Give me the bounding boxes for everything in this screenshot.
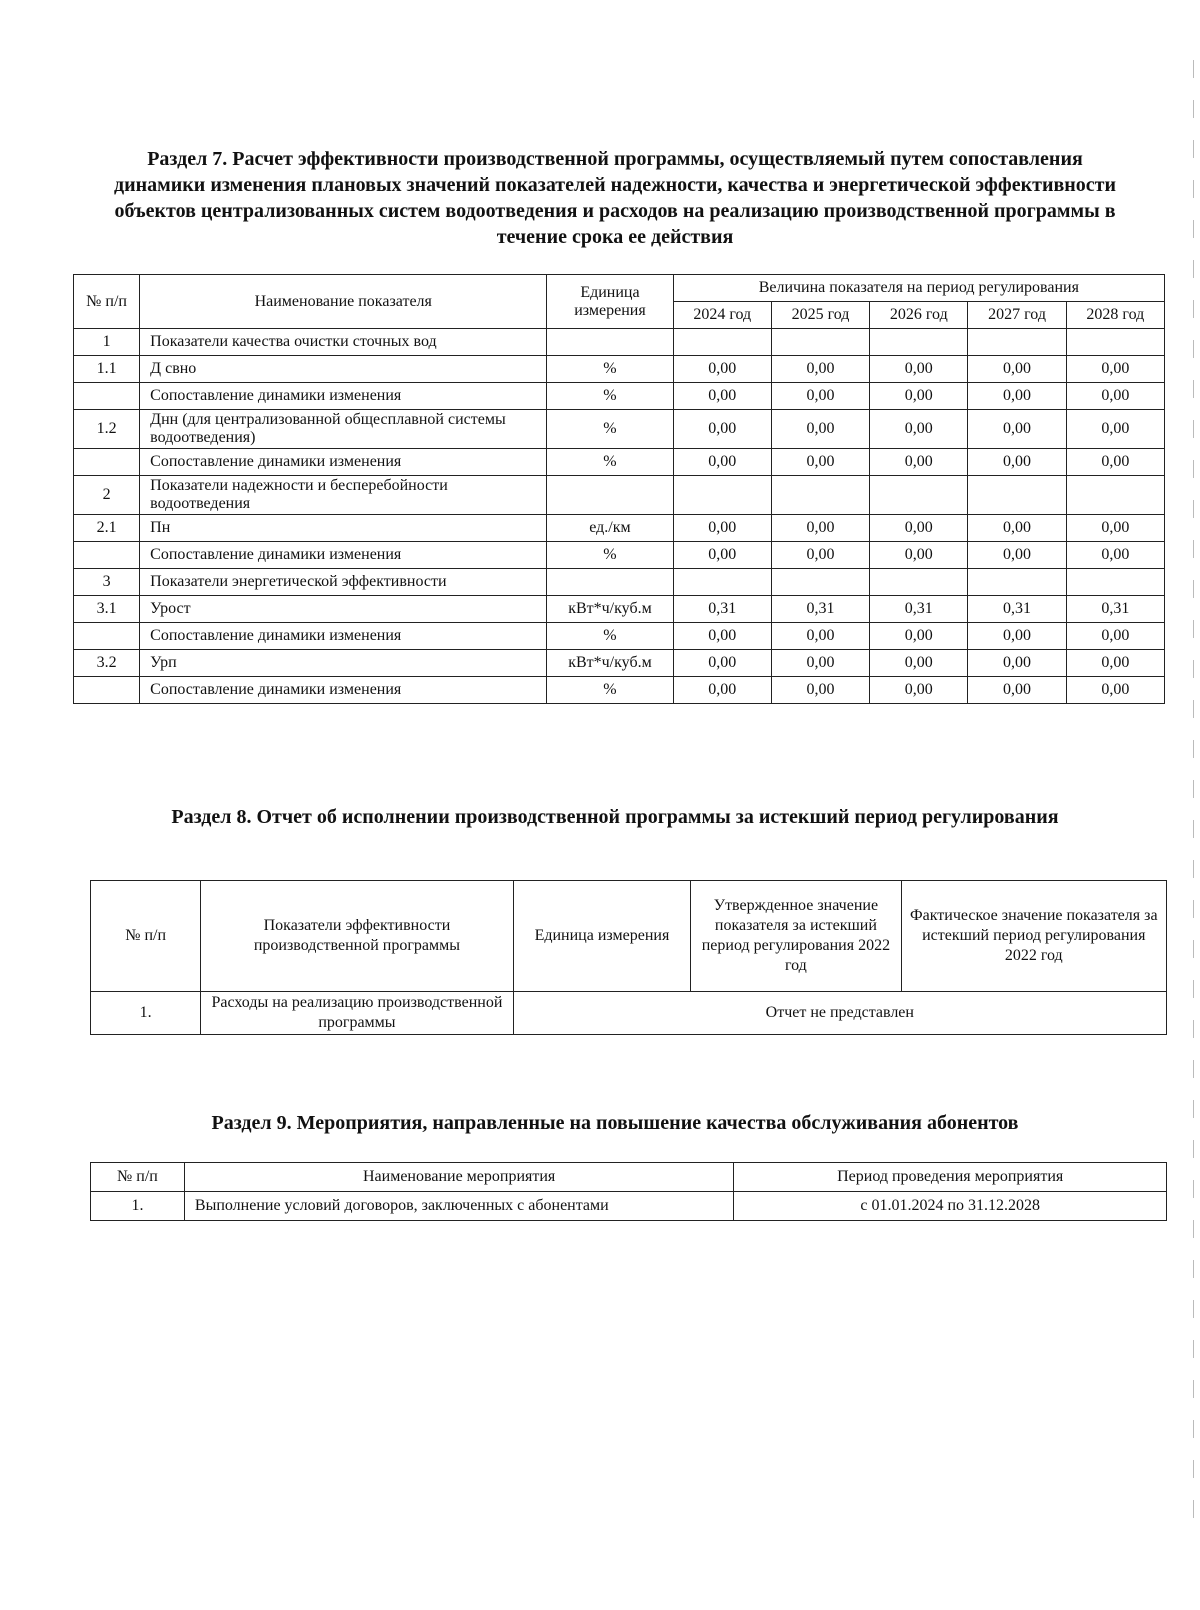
- row-value: 0,31: [968, 596, 1066, 623]
- row-value: 0,00: [673, 410, 771, 449]
- row-value: 0,31: [771, 596, 869, 623]
- row-unit: %: [547, 410, 673, 449]
- row-num: 1: [74, 329, 140, 356]
- row-name: Сопоставление динамики изменения: [140, 542, 547, 569]
- row-value: 0,00: [673, 449, 771, 476]
- row-value: 0,00: [968, 623, 1066, 650]
- row-value: 0,00: [1066, 650, 1164, 677]
- row-num: 1.: [91, 1192, 185, 1221]
- row-period: с 01.01.2024 по 31.12.2028: [734, 1192, 1167, 1221]
- row-unit: [547, 476, 673, 515]
- row-value: 0,00: [1066, 515, 1164, 542]
- row-value: 0,00: [870, 449, 968, 476]
- row-num: 3.1: [74, 596, 140, 623]
- row-value: [1066, 329, 1164, 356]
- header-year: 2028 год: [1066, 302, 1164, 329]
- row-num: [74, 383, 140, 410]
- row-unit: %: [547, 542, 673, 569]
- row-unit: кВт*ч/куб.м: [547, 650, 673, 677]
- row-num: 2: [74, 476, 140, 515]
- header-approved: Утвержденное значение показателя за истекший период регулирования 2022 год: [691, 881, 901, 992]
- header-year: 2026 год: [870, 302, 968, 329]
- row-name: Сопоставление динамики изменения: [140, 677, 547, 704]
- header-period: Период проведения мероприятия: [734, 1163, 1167, 1192]
- row-name: Выполнение условий договоров, заключенных с абонентами: [184, 1192, 733, 1221]
- row-value: 0,00: [771, 623, 869, 650]
- section-7-title: Раздел 7. Расчет эффективности производственной программы, осуществляемый путем сопоставления динамики изменения плановых значений показателей надежности, качества и энергетической эффективности объектов централизованных систем водоотведения и расходов на реализацию производственной программы в течение срока ее действия: [113, 148, 1117, 248]
- row-unit: кВт*ч/куб.м: [547, 596, 673, 623]
- section-9-title: Раздел 9. Мероприятия, направленные на повышение качества обслуживания абонентов: [211, 1112, 1019, 1134]
- row-num: 3: [74, 569, 140, 596]
- row-value: [673, 476, 771, 515]
- row-value: 0,00: [968, 650, 1066, 677]
- row-name: Показатели надежности и бесперебойности водоотведения: [140, 476, 547, 515]
- row-value: [771, 329, 869, 356]
- row-unit: ед./км: [547, 515, 673, 542]
- row-value: 0,00: [673, 650, 771, 677]
- row-value: [771, 476, 869, 515]
- row-value: 0,00: [771, 542, 869, 569]
- header-indicator: Показатели эффективности производственной программы: [201, 881, 513, 992]
- row-value: 0,00: [968, 356, 1066, 383]
- row-unit: %: [547, 677, 673, 704]
- row-num: 1.2: [74, 410, 140, 449]
- row-num: [74, 542, 140, 569]
- row-value: 0,00: [870, 356, 968, 383]
- row-value: 0,00: [673, 677, 771, 704]
- table-row: [74, 356, 1165, 383]
- header-num: № п/п: [91, 881, 201, 992]
- row-value: 0,00: [673, 623, 771, 650]
- row-value: 0,00: [968, 449, 1066, 476]
- row-num: [74, 449, 140, 476]
- row-value: 0,00: [870, 383, 968, 410]
- header-year: 2024 год: [673, 302, 771, 329]
- row-value: 0,00: [771, 677, 869, 704]
- row-value: 0,31: [1066, 596, 1164, 623]
- row-name: Днн (для централизованной общесплавной системы водоотведения): [140, 410, 547, 449]
- row-value: 0,00: [870, 677, 968, 704]
- row-name: Сопоставление динамики изменения: [140, 383, 547, 410]
- section-8-table: [90, 880, 1167, 1035]
- row-value: [870, 476, 968, 515]
- row-unit: [547, 569, 673, 596]
- table-row: [74, 449, 1165, 476]
- row-value: 0,00: [968, 410, 1066, 449]
- table-row: [74, 476, 1165, 515]
- section-7-table-body: [74, 329, 1165, 704]
- row-value: 0,00: [771, 410, 869, 449]
- row-value: 0,00: [968, 515, 1066, 542]
- header-name: Наименование показателя: [140, 275, 547, 329]
- row-value: 0,00: [771, 449, 869, 476]
- header-unit: Единица измерения: [513, 881, 691, 992]
- table-row: [74, 410, 1165, 449]
- row-value: 0,00: [673, 356, 771, 383]
- section-9-table: [90, 1162, 1167, 1221]
- header-num: № п/п: [91, 1163, 185, 1192]
- row-value: 0,00: [870, 542, 968, 569]
- row-name: Урп: [140, 650, 547, 677]
- row-value: 0,00: [870, 410, 968, 449]
- row-name: Показатели качества очистки сточных вод: [140, 329, 547, 356]
- row-value: 0,00: [968, 677, 1066, 704]
- row-unit: %: [547, 383, 673, 410]
- row-value: [968, 476, 1066, 515]
- table-row: [74, 569, 1165, 596]
- row-value: [870, 329, 968, 356]
- header-name: Наименование мероприятия: [184, 1163, 733, 1192]
- row-name: Пн: [140, 515, 547, 542]
- table-row: [74, 383, 1165, 410]
- row-num: [74, 677, 140, 704]
- section-8-title: Раздел 8. Отчет об исполнении производственной программы за истекший период регулирования: [171, 806, 1059, 828]
- header-num: № п/п: [74, 275, 140, 329]
- row-value: [1066, 569, 1164, 596]
- header-year: 2027 год: [968, 302, 1066, 329]
- table-row: [74, 596, 1165, 623]
- row-value: 0,00: [1066, 542, 1164, 569]
- row-unit: [547, 329, 673, 356]
- row-value: 0,00: [968, 542, 1066, 569]
- row-value: [1066, 476, 1164, 515]
- row-num: 1.1: [74, 356, 140, 383]
- row-num: [74, 623, 140, 650]
- row-value: 0,31: [870, 596, 968, 623]
- row-name: Д свно: [140, 356, 547, 383]
- row-value: 0,00: [1066, 356, 1164, 383]
- row-value: [673, 329, 771, 356]
- table-row: [74, 515, 1165, 542]
- row-num: 1.: [91, 992, 201, 1035]
- table-row: [74, 623, 1165, 650]
- row-num: 2.1: [74, 515, 140, 542]
- row-value: 0,00: [870, 650, 968, 677]
- row-value: 0,00: [771, 515, 869, 542]
- row-num: 3.2: [74, 650, 140, 677]
- row-note: Отчет не представлен: [513, 992, 1166, 1035]
- row-value: 0,00: [870, 623, 968, 650]
- header-year: 2025 год: [771, 302, 869, 329]
- row-value: 0,00: [1066, 449, 1164, 476]
- table-row: [74, 542, 1165, 569]
- row-value: 0,00: [673, 383, 771, 410]
- section-7-table: [73, 274, 1165, 704]
- row-value: [771, 569, 869, 596]
- row-value: [870, 569, 968, 596]
- row-value: 0,00: [771, 356, 869, 383]
- header-period: Величина показателя на период регулирования: [673, 275, 1164, 302]
- table-row: [74, 650, 1165, 677]
- row-name: Урост: [140, 596, 547, 623]
- row-value: [968, 569, 1066, 596]
- row-unit: %: [547, 449, 673, 476]
- row-unit: %: [547, 356, 673, 383]
- row-value: 0,00: [1066, 677, 1164, 704]
- row-unit: %: [547, 623, 673, 650]
- header-unit: Единица измерения: [547, 275, 673, 329]
- table-row: [74, 677, 1165, 704]
- row-value: 0,00: [870, 515, 968, 542]
- row-indicator: Расходы на реализацию производственной программы: [201, 992, 513, 1035]
- row-value: 0,00: [1066, 623, 1164, 650]
- row-value: 0,00: [1066, 410, 1164, 449]
- row-value: [968, 329, 1066, 356]
- row-name: Сопоставление динамики изменения: [140, 623, 547, 650]
- row-value: 0,00: [968, 383, 1066, 410]
- row-value: 0,00: [673, 515, 771, 542]
- row-value: 0,00: [771, 383, 869, 410]
- table-row: [74, 329, 1165, 356]
- row-value: 0,31: [673, 596, 771, 623]
- header-actual: Фактическое значение показателя за истекший период регулирования 2022 год: [901, 881, 1166, 992]
- row-value: [673, 569, 771, 596]
- row-value: 0,00: [673, 542, 771, 569]
- row-name: Показатели энергетической эффективности: [140, 569, 547, 596]
- scan-edge-artifact: [1193, 60, 1194, 1540]
- row-value: 0,00: [771, 650, 869, 677]
- row-value: 0,00: [1066, 383, 1164, 410]
- row-name: Сопоставление динамики изменения: [140, 449, 547, 476]
